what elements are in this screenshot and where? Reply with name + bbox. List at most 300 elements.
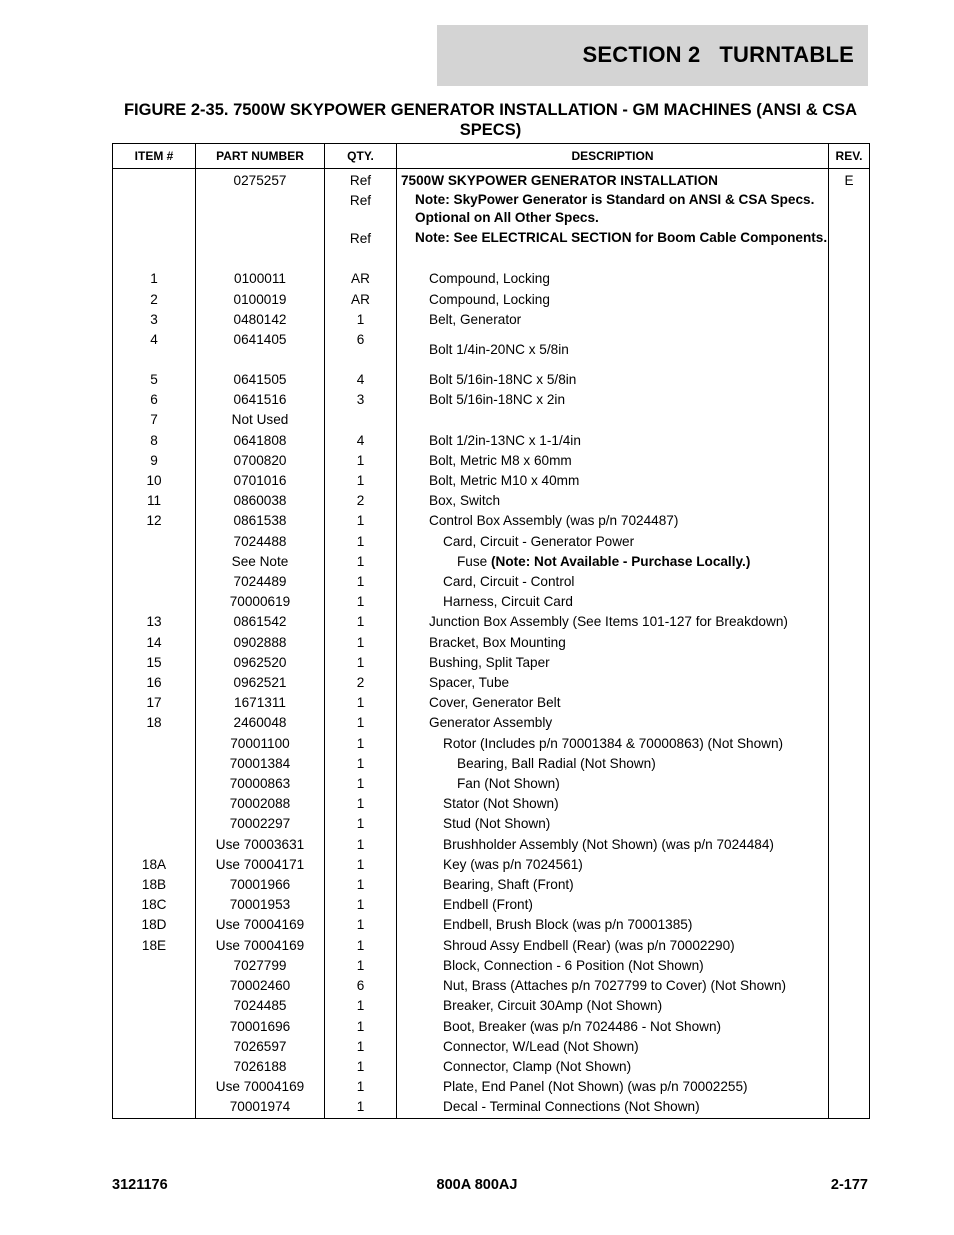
qty-cell: 1 [325, 835, 397, 855]
rev-cell [829, 310, 870, 330]
description-text: Bolt 1/4in-20NC x 5/8in [429, 342, 569, 357]
table-row [113, 269, 870, 289]
description-text: Block, Connection - 6 Position (Not Shown) [443, 957, 704, 973]
description-text: Bolt 5/16in-18NC x 5/8in [429, 372, 577, 387]
table-row [113, 451, 870, 471]
description-text: Boot, Breaker (was p/n 7024486 - Not Shown) [443, 1018, 722, 1034]
table-row [113, 956, 870, 976]
description-cell [397, 471, 829, 491]
qty-cell: 1 [325, 875, 397, 895]
table-row [113, 410, 870, 430]
description-cell [397, 693, 829, 713]
qty-cell: 1 [325, 996, 397, 1016]
description-cell [397, 774, 829, 794]
table-row [113, 431, 870, 451]
table-row [113, 653, 870, 673]
part-number-cell: 7027799 [196, 956, 325, 976]
description-text: Card, Circuit - Control [443, 574, 575, 590]
part-number-cell: 70001100 [196, 734, 325, 754]
spacer-cell [325, 251, 397, 269]
description-text: Bolt 5/16in-18NC x 2in [429, 392, 566, 408]
description-text: Nut, Brass (Attaches p/n 7027799 to Cover) (Not Shown) [443, 978, 787, 994]
item-number-cell [113, 996, 196, 1016]
description-cell [397, 673, 829, 693]
qty-cell: 1 [325, 310, 397, 330]
part-number-cell: 7026597 [196, 1037, 325, 1057]
rev-cell [829, 410, 870, 430]
part-number-cell: See Note [196, 552, 325, 572]
rev-cell [829, 936, 870, 956]
description-text: Bolt 1/2in-13NC x 1-1/4in [429, 432, 581, 448]
qty-cell: 1 [325, 471, 397, 491]
item-number-cell [113, 1057, 196, 1077]
description-cell [397, 915, 829, 935]
description-text: Stud (Not Shown) [443, 816, 551, 832]
part-number-cell [196, 191, 325, 229]
description-text: Decal - Terminal Connections (Not Shown) [443, 1099, 700, 1115]
table-row [113, 1077, 870, 1097]
qty-cell: 1 [325, 794, 397, 814]
rev-cell [829, 734, 870, 754]
table-row [113, 835, 870, 855]
description-cell [397, 532, 829, 552]
description-text: Compound, Locking [429, 271, 550, 287]
qty-cell: 1 [325, 1037, 397, 1057]
description-cell [397, 572, 829, 592]
spacer-cell [113, 251, 196, 269]
qty-cell: 1 [325, 713, 397, 733]
rev-cell [829, 572, 870, 592]
part-number-cell: 0641516 [196, 390, 325, 410]
part-number-cell: 2460048 [196, 713, 325, 733]
description-text: Spacer, Tube [429, 675, 510, 691]
rev-cell [829, 1057, 870, 1077]
rev-cell [829, 693, 870, 713]
qty-cell: 1 [325, 814, 397, 834]
rev-cell [829, 653, 870, 673]
rev-cell [829, 956, 870, 976]
description-text: Generator Assembly [429, 715, 553, 731]
qty-cell: 6 [325, 330, 397, 370]
description-text: Card, Circuit - Generator Power [443, 533, 635, 549]
part-number-cell: 70000863 [196, 774, 325, 794]
description-text: Belt, Generator [429, 311, 522, 327]
table-row [113, 1097, 870, 1118]
item-number-cell [113, 754, 196, 774]
description-cell [397, 1077, 829, 1097]
table-row [113, 814, 870, 834]
table-row [113, 976, 870, 996]
rev-cell [829, 229, 870, 251]
qty-cell: 1 [325, 936, 397, 956]
table-row [113, 612, 870, 632]
table-row [113, 936, 870, 956]
rev-cell [829, 471, 870, 491]
qty-cell: 1 [325, 612, 397, 632]
table-row [113, 1017, 870, 1037]
table-row [113, 774, 870, 794]
qty-cell: 1 [325, 572, 397, 592]
part-number-cell: Use 70004169 [196, 1077, 325, 1097]
qty-cell: Ref [325, 169, 397, 192]
rev-cell [829, 532, 870, 552]
rev-cell [829, 592, 870, 612]
description-text: Endbell (Front) [443, 897, 533, 913]
description-text: Bolt, Metric M10 x 40mm [429, 473, 580, 489]
qty-cell: 1 [325, 633, 397, 653]
part-number-cell: 7024485 [196, 996, 325, 1016]
description-cell [397, 875, 829, 895]
qty-cell: 1 [325, 956, 397, 976]
table-row [113, 875, 870, 895]
description-cell [397, 734, 829, 754]
table-row [113, 915, 870, 935]
description-text: Bolt, Metric M8 x 60mm [429, 452, 572, 468]
figure-title: FIGURE 2-35. 7500W SKYPOWER GENERATOR INSTALLATION - GM MACHINES (ANSI & CSA SPECS) [123, 101, 858, 139]
part-number-cell: 0275257 [196, 169, 325, 192]
description-cell [397, 855, 829, 875]
description-text: Plate, End Panel (Not Shown) (was p/n 70002255) [443, 1079, 748, 1095]
item-number-cell [113, 976, 196, 996]
table-row [113, 1037, 870, 1057]
description-text: Box, Switch [429, 493, 501, 509]
part-number-cell: 0100019 [196, 290, 325, 310]
part-number-cell: 0861538 [196, 511, 325, 531]
part-number-cell: 70001974 [196, 1097, 325, 1118]
part-number-cell: 70002088 [196, 794, 325, 814]
description-cell [397, 451, 829, 471]
rev-cell [829, 269, 870, 289]
item-number-cell [113, 572, 196, 592]
rev-cell [829, 1017, 870, 1037]
description-cell [397, 612, 829, 632]
description-text: Rotor (Includes p/n 70001384 & 70000863) (Not Shown) [443, 735, 784, 751]
table-row [113, 191, 870, 229]
item-number-cell: 13 [113, 612, 196, 632]
table-row [113, 713, 870, 733]
item-number-cell [113, 794, 196, 814]
rev-cell [829, 491, 870, 511]
qty-cell: Ref [325, 229, 397, 251]
table-row [113, 390, 870, 410]
description-text: Bushing, Split Taper [429, 654, 550, 670]
table-row [113, 592, 870, 612]
description-cell [397, 835, 829, 855]
part-number-cell: 70001384 [196, 754, 325, 774]
part-number-cell: 0480142 [196, 310, 325, 330]
rev-cell [829, 774, 870, 794]
description-text: Connector, Clamp (Not Shown) [443, 1058, 632, 1074]
table-row [113, 290, 870, 310]
description-cell [397, 895, 829, 915]
part-number-cell: 70002460 [196, 976, 325, 996]
table-row [113, 370, 870, 390]
item-number-cell: 17 [113, 693, 196, 713]
part-number-cell: 7026188 [196, 1057, 325, 1077]
item-number-cell: 1 [113, 269, 196, 289]
item-number-cell: 8 [113, 431, 196, 451]
table-row [113, 491, 870, 511]
item-number-cell [113, 814, 196, 834]
table-row [113, 794, 870, 814]
description-cell [397, 191, 829, 229]
description-cell [397, 1017, 829, 1037]
description-cell [397, 431, 829, 451]
item-number-cell: 14 [113, 633, 196, 653]
item-number-cell: 5 [113, 370, 196, 390]
description-cell [397, 936, 829, 956]
parts-table-body [113, 169, 870, 1119]
column-header-rev: REV. [829, 144, 870, 169]
description-cell [397, 814, 829, 834]
rev-cell [829, 875, 870, 895]
part-number-cell: Use 70003631 [196, 835, 325, 855]
table-row [113, 471, 870, 491]
rev-cell [829, 976, 870, 996]
qty-cell: Ref [325, 191, 397, 229]
part-number-cell: 0700820 [196, 451, 325, 471]
qty-cell: 4 [325, 370, 397, 390]
description-text: Key (was p/n 7024561) [443, 856, 583, 872]
table-row [113, 996, 870, 1016]
rev-cell [829, 633, 870, 653]
description-text: Note: See ELECTRICAL SECTION for Boom Cable Components. [415, 230, 828, 246]
rev-cell [829, 996, 870, 1016]
part-number-cell: Use 70004169 [196, 915, 325, 935]
description-text: Connector, W/Lead (Not Shown) [443, 1038, 639, 1054]
item-number-cell [113, 592, 196, 612]
item-number-cell: 11 [113, 491, 196, 511]
rev-cell [829, 330, 870, 370]
table-row [113, 511, 870, 531]
qty-cell: 1 [325, 552, 397, 572]
description-text: Compound, Locking [429, 291, 550, 307]
part-number-cell: 70001966 [196, 875, 325, 895]
spacer-cell [196, 251, 325, 269]
qty-cell: 4 [325, 431, 397, 451]
rev-cell [829, 895, 870, 915]
description-cell [397, 229, 829, 251]
part-number-cell: Not Used [196, 410, 325, 430]
item-number-cell [113, 532, 196, 552]
description-cell [397, 794, 829, 814]
part-number-cell: 0861542 [196, 612, 325, 632]
item-number-cell [113, 552, 196, 572]
qty-cell: 6 [325, 976, 397, 996]
description-cell [397, 169, 829, 192]
item-number-cell [113, 956, 196, 976]
rev-cell [829, 370, 870, 390]
table-row [113, 693, 870, 713]
rev-cell [829, 713, 870, 733]
qty-cell: 1 [325, 451, 397, 471]
part-number-cell: 70001953 [196, 895, 325, 915]
part-number-cell: 7024489 [196, 572, 325, 592]
table-row [113, 633, 870, 653]
qty-cell: 2 [325, 673, 397, 693]
rev-cell [829, 191, 870, 229]
section-title: SECTION 2 TURNTABLE [582, 42, 854, 67]
item-number-cell [113, 191, 196, 229]
rev-cell [829, 1077, 870, 1097]
item-number-cell [113, 169, 196, 192]
table-row [113, 754, 870, 774]
description-text: Harness, Circuit Card [443, 594, 573, 610]
description-cell [397, 713, 829, 733]
rev-cell [829, 1097, 870, 1118]
part-number-cell: Use 70004169 [196, 936, 325, 956]
parts-table [112, 143, 870, 1119]
footer-page-number: 2-177 [830, 1177, 868, 1193]
item-number-cell [113, 1017, 196, 1037]
description-text: Control Box Assembly (was p/n 7024487) [429, 513, 679, 529]
item-number-cell [113, 1077, 196, 1097]
qty-cell: 1 [325, 653, 397, 673]
table-row [113, 552, 870, 572]
rev-cell [829, 794, 870, 814]
item-number-cell: 18A [113, 855, 196, 875]
description-text: Note: SkyPower Generator is Standard on ANSI & CSA Specs. Optional on All Other Specs. [415, 192, 815, 226]
table-header-row [113, 144, 870, 169]
qty-cell: 2 [325, 491, 397, 511]
rev-cell [829, 673, 870, 693]
qty-cell: 1 [325, 511, 397, 531]
description-cell [397, 410, 829, 430]
description-text: Cover, Generator Belt [429, 695, 561, 711]
item-number-cell: 18E [113, 936, 196, 956]
description-text: Breaker, Circuit 30Amp (Not Shown) [443, 998, 663, 1014]
description-text: Shroud Assy Endbell (Rear) (was p/n 70002290) [443, 937, 735, 953]
item-number-cell: 18B [113, 875, 196, 895]
table-row [113, 855, 870, 875]
qty-cell: 1 [325, 895, 397, 915]
part-number-cell: 70001696 [196, 1017, 325, 1037]
table-row [113, 169, 870, 192]
qty-cell: 1 [325, 855, 397, 875]
description-cell [397, 653, 829, 673]
description-cell [397, 976, 829, 996]
description-text: Bearing, Ball Radial (Not Shown) [457, 755, 656, 771]
description-cell [397, 370, 829, 390]
qty-cell: 3 [325, 390, 397, 410]
description-cell [397, 996, 829, 1016]
item-number-cell: 18 [113, 713, 196, 733]
item-number-cell: 18C [113, 895, 196, 915]
section-header [437, 25, 868, 86]
item-number-cell: 6 [113, 390, 196, 410]
qty-cell [325, 410, 397, 430]
description-cell [397, 290, 829, 310]
rev-cell [829, 855, 870, 875]
rev-cell [829, 290, 870, 310]
description-cell [397, 956, 829, 976]
qty-cell: 1 [325, 592, 397, 612]
part-number-cell: 0902888 [196, 633, 325, 653]
qty-cell: 1 [325, 1097, 397, 1118]
part-number-cell: 1671311 [196, 693, 325, 713]
footer-document-number: 3121176 [112, 1177, 168, 1193]
part-number-cell: 0701016 [196, 471, 325, 491]
qty-cell: 1 [325, 734, 397, 754]
table-row [113, 1057, 870, 1077]
qty-cell: 1 [325, 532, 397, 552]
item-number-cell [113, 229, 196, 251]
item-number-cell: 7 [113, 410, 196, 430]
part-number-cell: 0641808 [196, 431, 325, 451]
description-text: Bracket, Box Mounting [429, 634, 566, 650]
part-number-cell [196, 229, 325, 251]
item-number-cell [113, 774, 196, 794]
table-row [113, 572, 870, 592]
table-row [113, 310, 870, 330]
description-text: Fan (Not Shown) [457, 776, 560, 792]
rev-cell: E [829, 169, 870, 192]
column-header-qty: QTY. [325, 144, 397, 169]
part-number-cell: 0641405 [196, 330, 325, 370]
part-number-cell: 0860038 [196, 491, 325, 511]
item-number-cell: 9 [113, 451, 196, 471]
description-note: (Note: Not Available - Purchase Locally.) [491, 553, 751, 569]
table-row [113, 532, 870, 552]
spacer-cell [829, 251, 870, 269]
description-text: Stator (Not Shown) [443, 796, 559, 812]
description-cell [397, 1097, 829, 1118]
item-number-cell [113, 734, 196, 754]
rev-cell [829, 1037, 870, 1057]
description-cell [397, 390, 829, 410]
rev-cell [829, 552, 870, 572]
qty-cell: 1 [325, 754, 397, 774]
item-number-cell: 18D [113, 915, 196, 935]
table-row [113, 734, 870, 754]
item-number-cell [113, 1097, 196, 1118]
rev-cell [829, 511, 870, 531]
part-number-cell: 70000619 [196, 592, 325, 612]
qty-cell: 1 [325, 915, 397, 935]
description-cell [397, 330, 829, 370]
description-cell [397, 491, 829, 511]
item-number-cell: 2 [113, 290, 196, 310]
qty-cell: 1 [325, 1077, 397, 1097]
column-header-part-number: PART NUMBER [196, 144, 325, 169]
column-header-item: ITEM # [113, 144, 196, 169]
spacer-row [113, 251, 870, 269]
footer-model: 800A 800AJ [436, 1177, 518, 1193]
rev-cell [829, 754, 870, 774]
rev-cell [829, 451, 870, 471]
description-cell [397, 511, 829, 531]
part-number-cell: 0100011 [196, 269, 325, 289]
qty-cell: AR [325, 269, 397, 289]
qty-cell: 1 [325, 774, 397, 794]
description-cell [397, 1037, 829, 1057]
part-number-cell: 70002297 [196, 814, 325, 834]
item-number-cell: 15 [113, 653, 196, 673]
rev-cell [829, 814, 870, 834]
table-row [113, 229, 870, 251]
part-number-cell: Use 70004171 [196, 855, 325, 875]
part-number-cell: 7024488 [196, 532, 325, 552]
part-number-cell: 0962521 [196, 673, 325, 693]
description-text: 7500W SKYPOWER GENERATOR INSTALLATION [401, 173, 718, 188]
description-text: Brushholder Assembly (Not Shown) (was p/n 7024484) [443, 836, 774, 852]
description-text: Junction Box Assembly (See Items 101-127 for Breakdown) [429, 614, 788, 630]
table-row [113, 895, 870, 915]
item-number-cell [113, 835, 196, 855]
qty-cell: AR [325, 290, 397, 310]
spacer-cell [397, 251, 829, 269]
description-cell [397, 269, 829, 289]
